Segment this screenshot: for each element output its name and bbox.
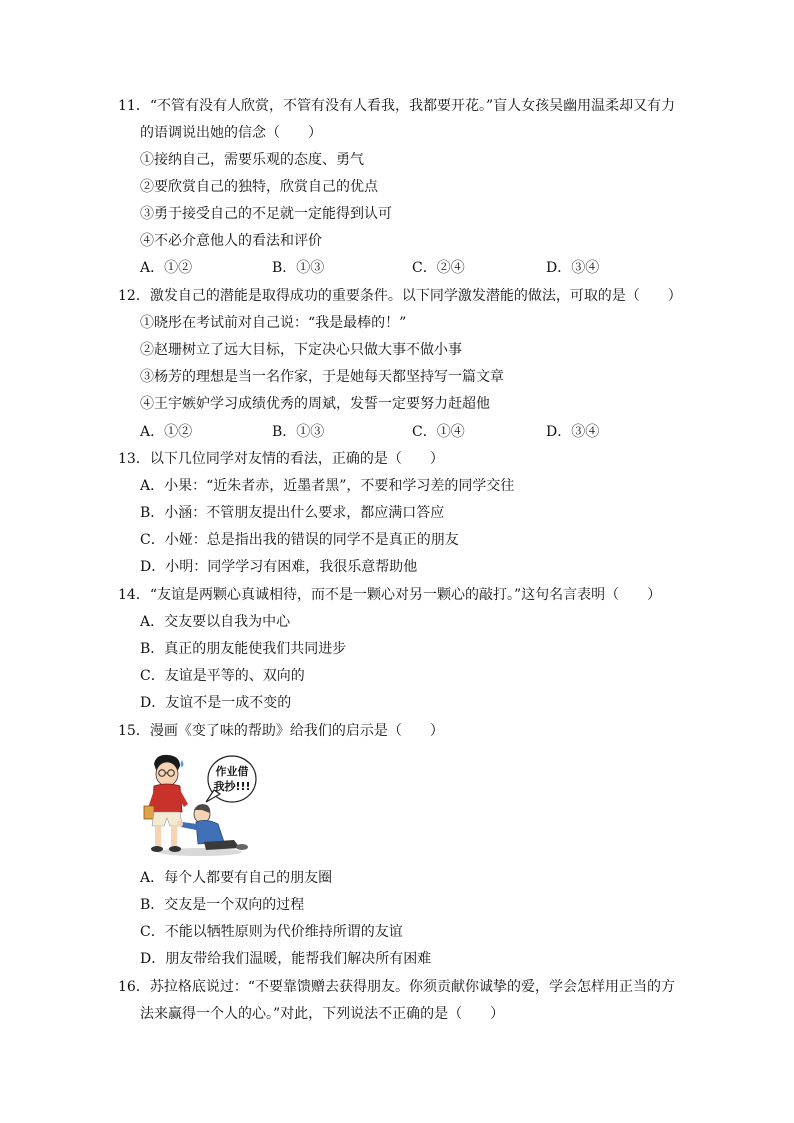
q11-option-c[interactable]: C．②④ bbox=[412, 260, 465, 276]
q14-option-d[interactable]: D．友谊不是一成不变的 bbox=[140, 695, 292, 711]
q14-option-c[interactable]: C．友谊是平等的、双向的 bbox=[140, 668, 305, 684]
cartoon-svg bbox=[140, 752, 258, 862]
q12-option-d[interactable]: D．③④ bbox=[546, 424, 600, 440]
q11-stem-line1: 11．“不管有没有人欣赏，不管有没有人看我，我都要开花。”盲人女孩吴幽用温柔却又有力 bbox=[118, 98, 676, 114]
q11-stem-line2: 的语调说出她的信念（ ） bbox=[140, 125, 322, 141]
cartoon-illustration bbox=[140, 752, 258, 862]
q15-stem: 15．漫画《变了味的帮助》给我们的启示是（ ） bbox=[118, 723, 444, 739]
q12-option-c[interactable]: C．①④ bbox=[412, 424, 465, 440]
q11-option-b[interactable]: B．①③ bbox=[272, 260, 325, 276]
q14-option-b[interactable]: B．真正的朋友能使我们共同进步 bbox=[140, 641, 347, 657]
q16-stem-line1: 16．苏拉格底说过：“不要靠馈赠去获得朋友。你须贡献你诚挚的爱，学会怎样用正当的方 bbox=[118, 979, 675, 995]
q11-statement-4: ④不必介意他人的看法和评价 bbox=[140, 233, 322, 249]
q13-option-c[interactable]: C．小娅：总是指出我的错误的同学不是真正的朋友 bbox=[140, 532, 459, 548]
q13-option-b[interactable]: B．小涵：不管朋友提出什么要求，都应满口答应 bbox=[140, 505, 445, 521]
q15-option-c[interactable]: C．不能以牺牲原则为代价维持所谓的友谊 bbox=[140, 924, 403, 940]
q12-stem: 12．激发自己的潜能是取得成功的重要条件。以下同学激发潜能的做法，可取的是（ ） bbox=[118, 288, 682, 304]
q11-option-a[interactable]: A．①② bbox=[140, 260, 193, 276]
q11-options bbox=[0, 258, 794, 278]
q13-stem: 13．以下几位同学对友情的看法，正确的是（ ） bbox=[118, 451, 444, 467]
q15-option-d[interactable]: D．朋友带给我们温暖，能帮我们解决所有困难 bbox=[140, 951, 432, 967]
q16-stem-line2: 法来赢得一个人的心。”对此，下列说法不正确的是（ ） bbox=[140, 1006, 505, 1022]
bubble-text-line1: 作业借 bbox=[215, 765, 249, 778]
q11-option-d[interactable]: D．③④ bbox=[546, 260, 600, 276]
q11-statement-3: ③勇于接受自己的不足就一定能得到认可 bbox=[140, 206, 392, 222]
q14-option-a[interactable]: A．交友要以自我为中心 bbox=[140, 614, 291, 630]
q15-option-a[interactable]: A．每个人都要有自己的朋友圈 bbox=[140, 870, 333, 886]
q12-options bbox=[0, 422, 794, 442]
q13-option-a[interactable]: A．小果：“近朱者赤，近墨者黑”，不要和学习差的同学交往 bbox=[140, 478, 515, 494]
q11-statement-1: ①接纳自己，需要乐观的态度、勇气 bbox=[140, 152, 364, 168]
q12-statement-3: ③杨芳的理想是当一名作家，于是她每天都坚持写一篇文章 bbox=[140, 369, 504, 385]
q12-statement-2: ②赵珊树立了远大目标，下定决心只做大事不做小事 bbox=[140, 342, 462, 358]
q14-stem: 14．“友谊是两颗心真诚相待，而不是一颗心对另一颗心的敲打。”这句名言表明（ ） bbox=[118, 587, 662, 603]
q12-option-a[interactable]: A．①② bbox=[140, 424, 193, 440]
q12-statement-1: ①晓彤在考试前对自己说：“我是最棒的！” bbox=[140, 315, 407, 331]
bubble-text-line2: 我抄!!! bbox=[213, 780, 251, 793]
q11-statement-2: ②要欣赏自己的独特，欣赏自己的优点 bbox=[140, 179, 378, 195]
q15-option-b[interactable]: B．交友是一个双向的过程 bbox=[140, 897, 305, 913]
q12-option-b[interactable]: B．①③ bbox=[272, 424, 325, 440]
q12-statement-4: ④王宇嫉妒学习成绩优秀的周斌，发誓一定要努力赶超他 bbox=[140, 396, 490, 412]
q13-option-d[interactable]: D．小明：同学学习有困难，我很乐意帮助他 bbox=[140, 559, 418, 575]
